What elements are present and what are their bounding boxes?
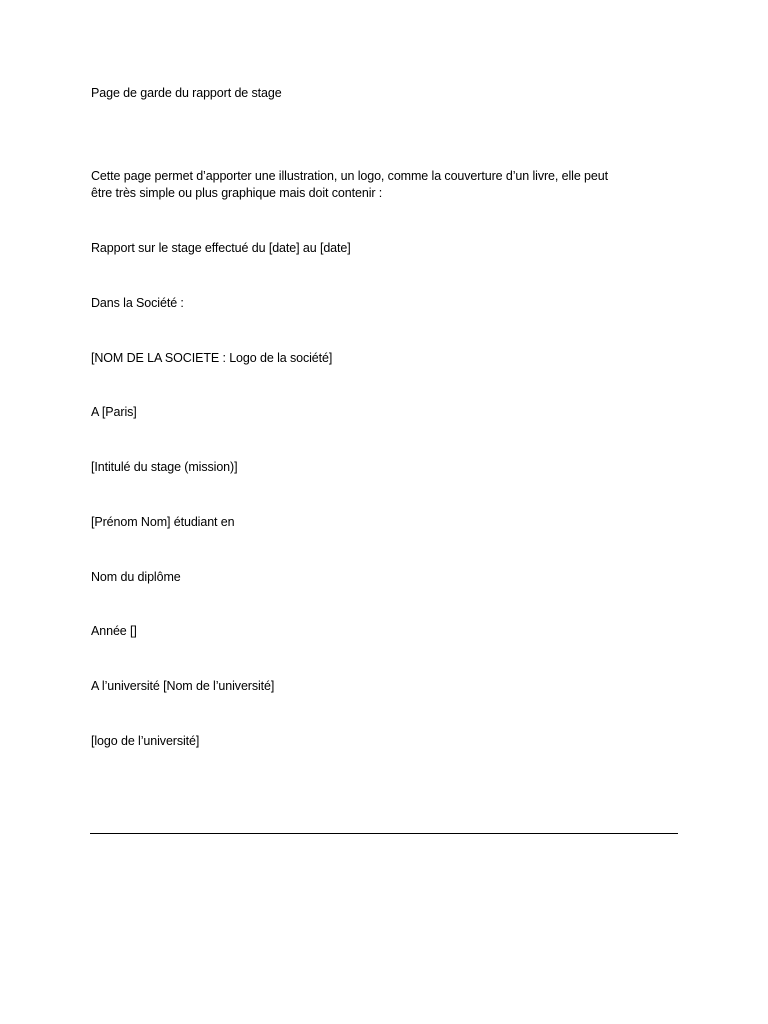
societe-name: [NOM DE LA SOCIETE : Logo de la société] <box>91 351 333 365</box>
intro-line-2: être très simple ou plus graphique mais doit contenir : <box>91 186 383 200</box>
rapport-line: Rapport sur le stage effectué du [date] au [date] <box>91 241 351 255</box>
university-line: A l’université [Nom de l’université] <box>91 679 275 693</box>
diploma-line: Nom du diplôme <box>91 570 181 584</box>
intro-paragraph <box>91 168 671 202</box>
intro-line-1: Cette page permet d’apporter une illustration, un logo, comme la couverture d’un livre, elle peut <box>91 169 608 183</box>
internship-title: [Intitulé du stage (mission)] <box>91 460 238 474</box>
university-logo-placeholder: [logo de l’université] <box>91 734 200 748</box>
societe-label: Dans la Société : <box>91 296 184 310</box>
student-line: [Prénom Nom] étudiant en <box>91 515 235 529</box>
document-title: Page de garde du rapport de stage <box>91 86 282 100</box>
city-line: A [Paris] <box>91 405 137 419</box>
year-line: Année [] <box>91 624 137 638</box>
horizontal-rule <box>90 833 678 834</box>
